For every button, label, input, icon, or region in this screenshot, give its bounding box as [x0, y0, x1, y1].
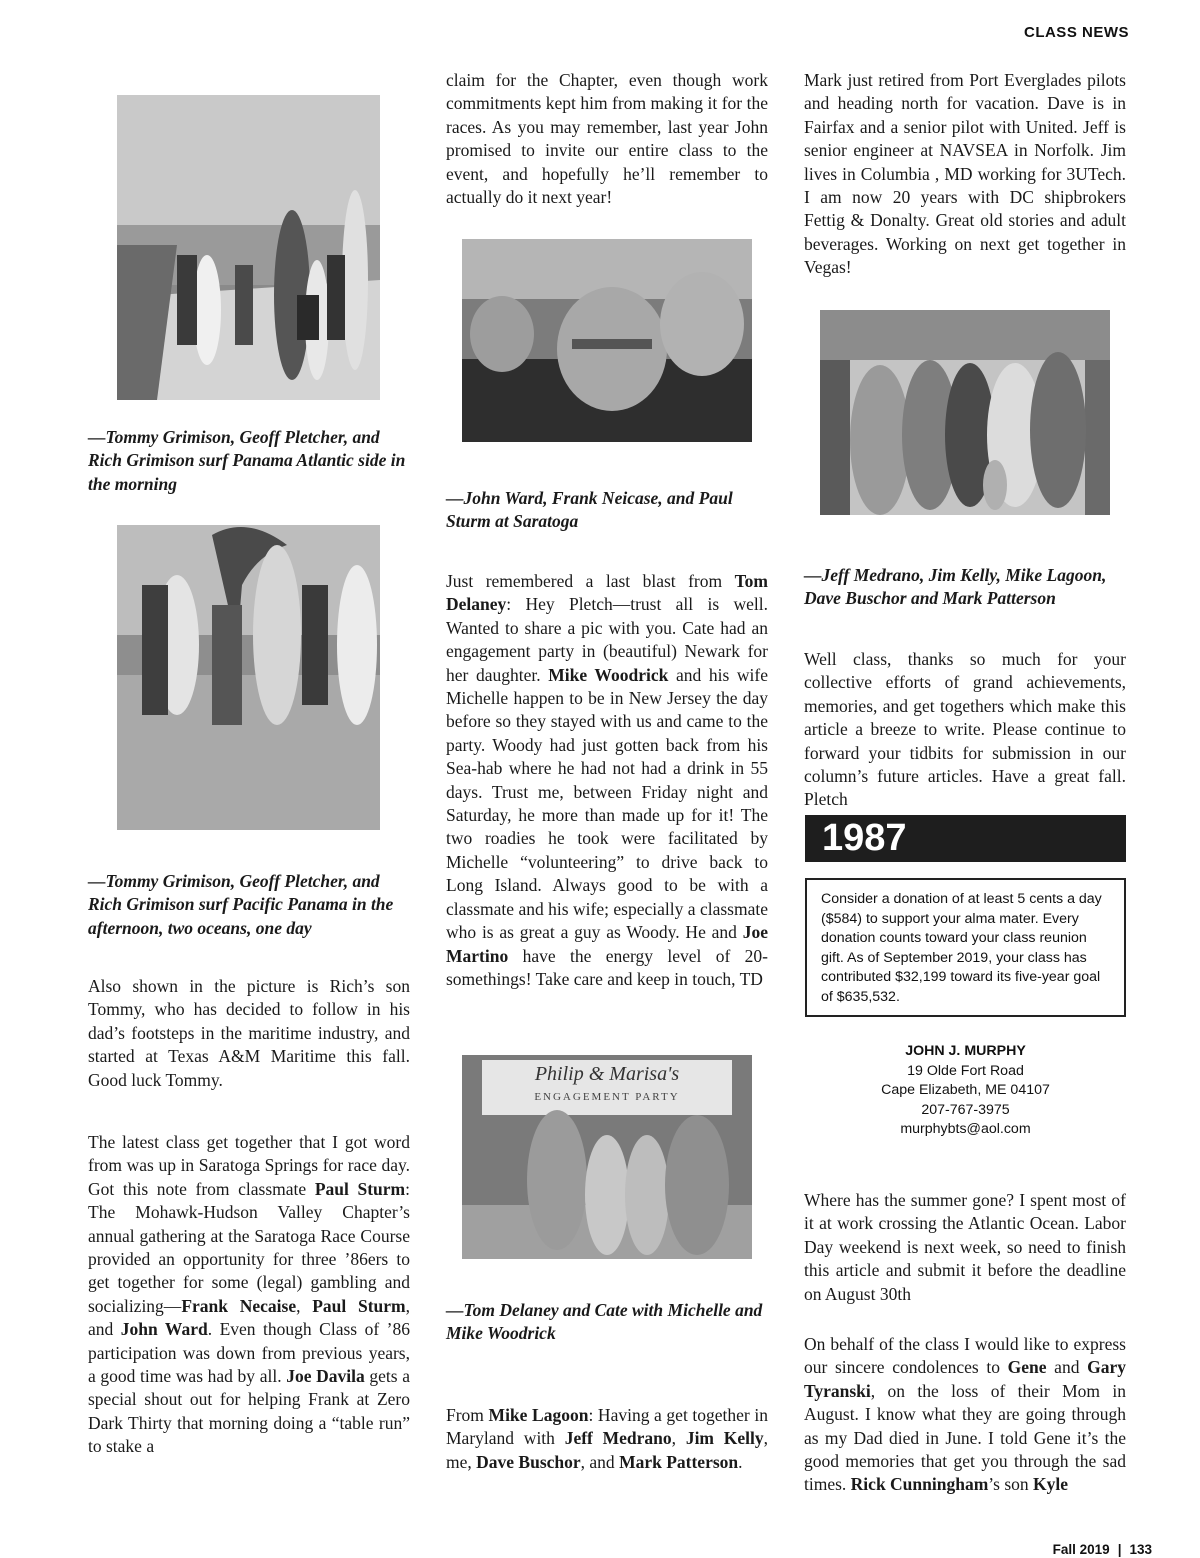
- text-run: , and: [88, 1295, 410, 1340]
- text-run: and his wife Michelle happen to be in New Jersey the day before so they stayed with us and came to the party. Woody had just gotten back from his Sea-hab where he had not had a drink in 55 days. Trust me, between Friday night and Saturday, he more than made up for it! The two roadies he took were facilitated by Michelle “volunteering” to drive back to Long Island. Always good to be with a classmate and his wife; especially a classmate who is as great a guy as Woody. He and: [446, 664, 768, 943]
- photo-surf-pacific: [117, 525, 380, 830]
- photo-surf-atlantic: [117, 95, 380, 400]
- text-run: : Having a get together in Maryland with: [446, 1405, 768, 1449]
- footer-divider: |: [1117, 1542, 1122, 1557]
- name-kyle: Kyle: [1033, 1474, 1069, 1495]
- year-heading-bar: [805, 815, 1126, 862]
- caption-maryland: —Jeff Medrano, Jim Kelly, Mike Lagoon, Dave Buschor and Mark Patterson: [804, 565, 1107, 609]
- name-jim-kelly: Jim Kelly: [685, 1428, 764, 1449]
- text-run: , and: [580, 1451, 620, 1472]
- name-paul-sturm: Paul Sturm: [314, 1178, 406, 1199]
- name-gene: Gene: [1007, 1357, 1047, 1378]
- name-tom-delaney: Tom Delaney: [446, 571, 768, 615]
- photo-engagement-party: [462, 1055, 752, 1259]
- col3-paragraph-mark: [804, 69, 1126, 280]
- text-run: .: [738, 1451, 743, 1472]
- year-heading: 1987: [822, 817, 907, 859]
- section-header: CLASS NEWS: [1023, 24, 1129, 41]
- col3-paragraph-summer: [804, 1189, 1126, 1306]
- name-john-ward: John Ward: [120, 1319, 208, 1340]
- photo-saratoga-selfie: [462, 239, 752, 442]
- paragraph-text: Also shown in the picture is Rich’s son Tommy, who has decided to follow in his dad’s footsteps in the maritime industry, and started at Texas A&M Maritime this fall. Good luck Tommy.: [88, 976, 410, 1090]
- name-joe-martino: Joe Martino: [446, 922, 768, 966]
- caption-engagement: —Tom Delaney and Cate with Michelle and Mike Woodrick: [446, 1300, 763, 1344]
- name-frank-necaise: Frank Necaise: [181, 1295, 297, 1316]
- correspondent-street: 19 Olde Fort Road: [907, 1062, 1024, 1079]
- name-dave-buschor: Dave Buschor: [476, 1451, 581, 1472]
- banner-subtitle: ENGAGEMENT PARTY: [534, 1091, 680, 1103]
- donation-box: [805, 878, 1126, 1017]
- caption-saratoga: —John Ward, Frank Neicase, and Paul Sturm at Saratoga: [446, 488, 733, 532]
- col2-paragraph-delaney: [446, 570, 768, 991]
- text-run: : The Mohawk-Hudson Valley Chapter’s annual gathering at the Saratoga Race Course provided an opportunity for three ’86ers to get together for some (legal) gambling and socializing—: [88, 1178, 410, 1316]
- issue-label: Fall 2019: [1052, 1542, 1110, 1557]
- caption-surf-atlantic: —Tommy Grimison, Geoff Pletcher, and Rich Grimison surf Panama Atlantic side in the morning: [88, 427, 406, 494]
- name-mark-patterson: Mark Patterson: [619, 1451, 739, 1472]
- text-run: and: [1046, 1357, 1088, 1378]
- page-footer: [1053, 1542, 1152, 1557]
- text-run: ,: [296, 1295, 313, 1316]
- text-run: From: [446, 1405, 489, 1425]
- photo-maryland-group: [820, 310, 1110, 515]
- class-correspondent: [805, 1042, 1126, 1140]
- text-run: ’s son: [988, 1474, 1034, 1495]
- paragraph-text: Well class, thanks so much for your collective efforts of grand achievements, memories, and get togethers which make this article a breeze to write. Please continue to forward your tidbits for submission in our column’s future articles. Have a great fall. Pletch: [804, 649, 1126, 810]
- col2-paragraph-lagoon: [446, 1404, 768, 1474]
- name-gary-tyranski: Gary Tyranski: [804, 1357, 1126, 1401]
- correspondent-phone: 207-767-3975: [921, 1101, 1010, 1118]
- paragraph-text: Where has the summer gone? I spent most of it at work crossing the Atlantic Ocean. Labor Day weekend is next week, so need to finish this article and submit it before the deadline on August 30th: [804, 1190, 1126, 1304]
- text-run: gets a special shout out for helping Frank at Zero Dark Thirty that morning doing a “table run” to stake a: [88, 1366, 410, 1457]
- col3-paragraph-condolences: [804, 1333, 1126, 1497]
- name-rick-cunningham: Rick Cunningham: [850, 1474, 989, 1495]
- text-run: On behalf of the class I would like to express our sincere condolences to: [804, 1334, 1126, 1378]
- text-run: . Even though Class of ’86 participation was down from previous years, a good time was had by all.: [88, 1319, 410, 1387]
- correspondent-email: murphybts@aol.com: [900, 1121, 1031, 1138]
- correspondent-city: Cape Elizabeth, ME 04107: [881, 1082, 1050, 1099]
- paragraph-text: Mark just retired from Port Everglades pilots and heading north for vacation. Dave is in Fairfax and a senior pilot with United. Jeff is senior engineer at NAVSEA in Norfolk. Jim lives in Columbia , MD working for 3UTech. I am now 20 years with DC shipbrokers Fettig & Donalty. Great old stories and adult beverages. Working on next get together in Vegas!: [804, 70, 1126, 278]
- donation-text: Consider a donation of at least 5 cents a day ($584) to support your alma mater. Every donation counts toward your class reunion gift. As of September 2019, your class has contributed $32,199 toward its five-year goal of $635,532.: [821, 891, 1102, 1005]
- text-run: ,: [671, 1428, 686, 1449]
- paragraph-text: claim for the Chapter, even though work commitments kept him from making it for the races. As you may remember, last year John promised to invite our entire class to the event, and hopefully he’ll remember to actually do it next year!: [446, 70, 768, 208]
- correspondent-name: JOHN J. MURPHY: [905, 1043, 1026, 1059]
- col2-paragraph-claim: [446, 69, 768, 209]
- name-joe-davila: Joe Davila: [286, 1366, 365, 1387]
- caption-surf-pacific: —Tommy Grimison, Geoff Pletcher, and Rich Grimison surf Pacific Panama in the afternoon, two oceans, one day: [88, 871, 394, 938]
- name-paul-sturm-2: Paul Sturm: [312, 1295, 406, 1316]
- col1-paragraph-saratoga: [88, 1131, 410, 1459]
- text-run: : Hey Pletch—trust all is well. Wanted to share a pic with you. Cate had an engagement party in (beautiful) Newark for her daughter.: [446, 594, 768, 685]
- name-jeff-medrano: Jeff Medrano: [564, 1428, 672, 1449]
- text-run: Just remembered a last blast from: [446, 571, 735, 591]
- text-run: , on the loss of their Mom in August. I know what they are going through as my Dad died in June. I told Gene it’s the good memories that get you through the sad times.: [804, 1380, 1126, 1495]
- col3-paragraph-closing: [804, 648, 1126, 812]
- text-run: The latest class get together that I got word from was up in Saratoga Springs for race day. Got this note from classmate: [88, 1132, 410, 1199]
- page-number: 133: [1129, 1542, 1152, 1557]
- name-mike-lagoon: Mike Lagoon: [488, 1405, 589, 1425]
- banner-title: Philip & Marisa's: [534, 1063, 680, 1085]
- name-mike-woodrick: Mike Woodrick: [548, 664, 669, 685]
- col1-paragraph-tommy: [88, 975, 410, 1092]
- text-run: , me,: [446, 1428, 768, 1472]
- text-run: have the energy level of 20-somethings! Take care and keep in touch, TD: [446, 945, 768, 989]
